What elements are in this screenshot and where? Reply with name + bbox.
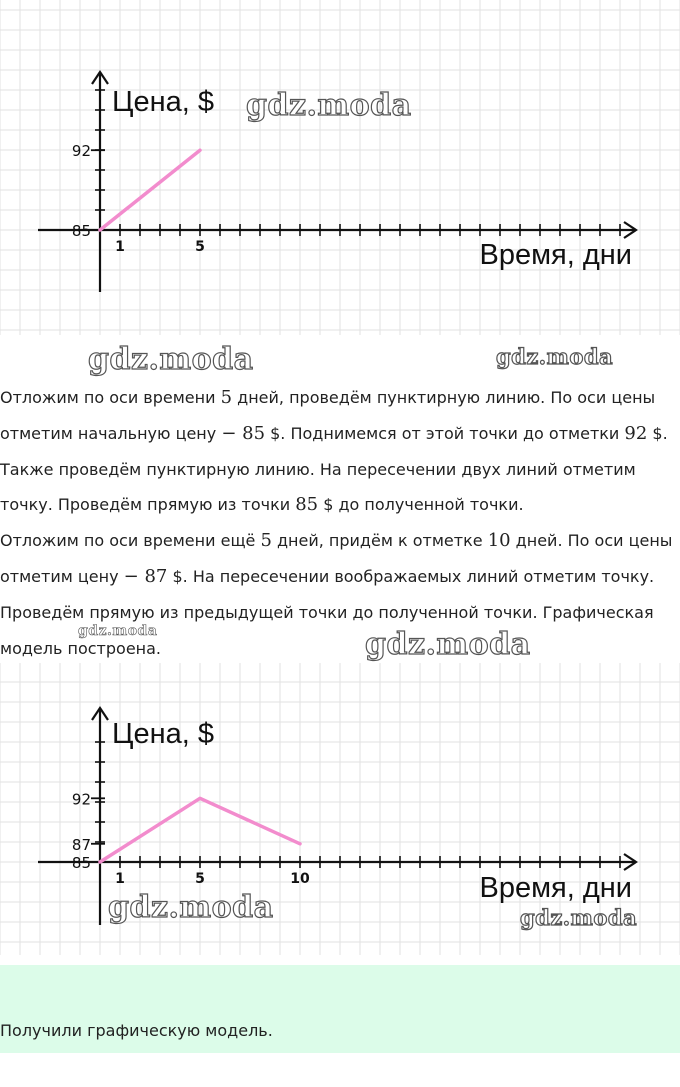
x-tick-label: 1 bbox=[115, 239, 125, 255]
math-value: 92 bbox=[624, 422, 648, 444]
y-tick-label: 87 bbox=[71, 835, 91, 854]
watermark-logo: gdz.moda bbox=[365, 627, 531, 662]
watermark-logo: gdz.moda bbox=[496, 344, 614, 369]
y-tick-label: 92 bbox=[71, 142, 91, 161]
text: $. На пересечении воображаемых линий отметим точку. Проведём прямую из предыдущей точки до полученной точки. Графическая модель построена. bbox=[0, 566, 655, 658]
y-axis-label: Цена, $ bbox=[112, 86, 214, 118]
y-tick-label: 85 bbox=[71, 854, 91, 872]
text: дней. По оси цены отметим цену bbox=[0, 531, 673, 586]
x-axis-label: Время, дни bbox=[479, 872, 632, 904]
x-tick-label: 10 bbox=[290, 871, 310, 887]
answer-block bbox=[0, 965, 680, 1053]
math-value: 5 bbox=[220, 387, 233, 408]
y-tick-label: 85 bbox=[71, 222, 91, 240]
watermark-logo: gdz.moda bbox=[108, 890, 274, 925]
answer-text: Получили графическую модель. bbox=[0, 1021, 273, 1040]
math-value: 10 bbox=[487, 530, 511, 552]
math-value: 85 bbox=[295, 494, 319, 516]
y-axis-label: Цена, $ bbox=[112, 718, 214, 750]
text: $. Поднимемся от этой точки до отметки bbox=[265, 423, 625, 443]
x-tick-label: 5 bbox=[195, 871, 205, 887]
math-value: 5 bbox=[260, 530, 272, 552]
x-axis-label: Время, дни bbox=[479, 239, 632, 271]
y-tick-label: 92 bbox=[71, 790, 91, 809]
text: Отложим по оси времени ещё bbox=[0, 531, 261, 551]
watermark-logo: gdz.moda bbox=[78, 623, 158, 639]
watermark-logo: gdz.moda bbox=[520, 905, 638, 930]
text: дней, придём к отметке bbox=[271, 531, 488, 551]
paragraph-2 bbox=[0, 523, 680, 666]
chart-1-svg bbox=[0, 0, 680, 335]
ticks bbox=[72, 742, 620, 887]
text: Отложим по оси времени bbox=[0, 388, 221, 407]
x-tick-label: 5 bbox=[195, 239, 205, 255]
watermark-logo: gdz.moda bbox=[246, 88, 412, 123]
text: $ до полученной точки. bbox=[318, 495, 524, 515]
paragraph-1 bbox=[0, 380, 680, 523]
math-value: − 87 bbox=[123, 565, 168, 587]
chart-1 bbox=[0, 0, 680, 335]
math-value: − 85 bbox=[221, 422, 266, 444]
x-tick-label: 1 bbox=[115, 871, 125, 887]
text: дней, проведём пунктирную линию. По оси цены отметим начальную цену bbox=[0, 388, 656, 443]
grid bbox=[0, 0, 680, 335]
text: $. Также проведём пунктирную линию. На пересечении двух линий отметим точку. Проведём прямую из точки bbox=[0, 423, 668, 515]
watermark-logo: gdz.moda bbox=[88, 342, 254, 377]
